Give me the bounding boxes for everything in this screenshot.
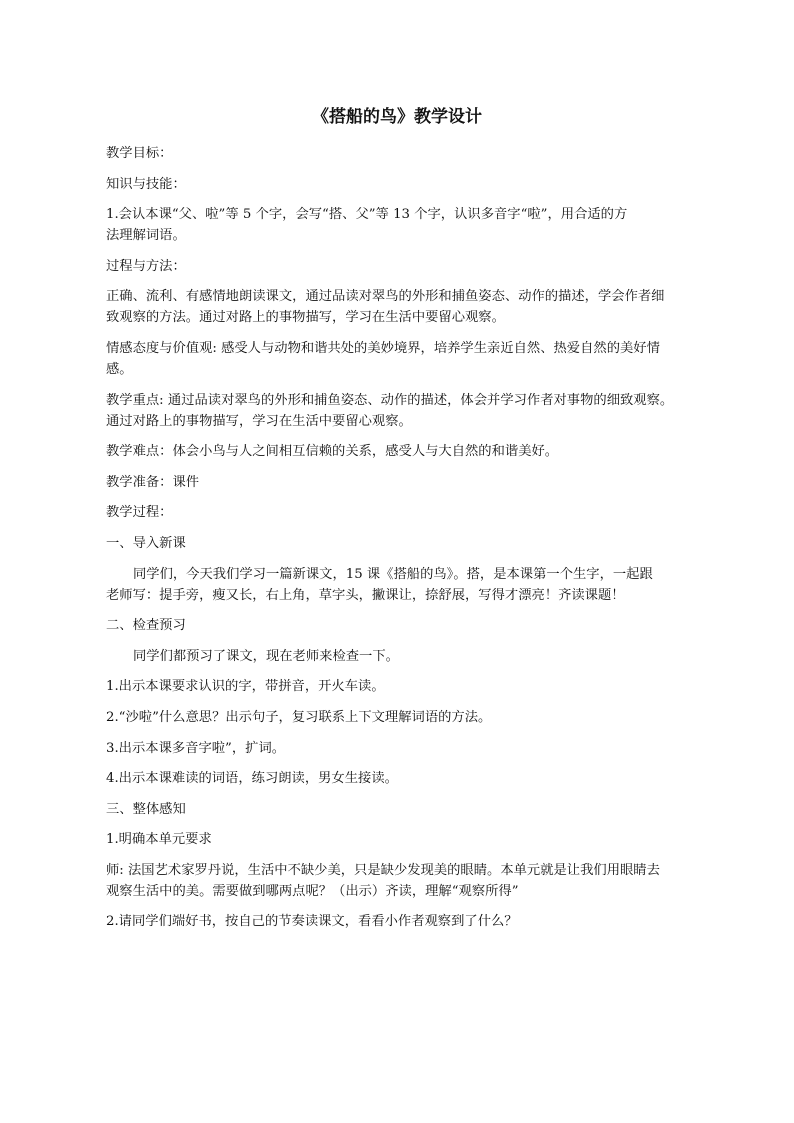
text-line: 教学重点: 通过品读对翠鸟的外形和捕鱼姿态、动作的描述，体会并学习作者对事物的细致观察。: [106, 392, 674, 408]
text-line: 教学准备：课件: [106, 474, 200, 490]
text-line: 观察生活中的美。需要做到哪两点呢？（出示）齐读，理解“观察所得”: [106, 883, 519, 899]
text-line: 2.请同学们端好书，按自己的节奏读课文，看看小作者观察到了什么？: [106, 914, 518, 930]
list-item: [106, 768, 692, 789]
text-line: 感。: [106, 361, 133, 377]
text-line: 1.出示本课要求认识的字，带拼音，开火车读。: [106, 679, 385, 695]
text-line: 同学们都预习了课文，现在老师来检查一下。: [133, 648, 399, 664]
text-line: 教学过程：: [106, 505, 173, 521]
paragraph-preview-text: [106, 646, 692, 667]
text-line: 3.出示本课多音字啦”，扩词。: [106, 740, 286, 756]
text-line: 正确、流利、有感情地朗读课文，通过品读对翠鸟的外形和捕鱼姿态、动作的描述，学会作者细: [106, 289, 665, 305]
document-body: [106, 143, 692, 942]
paragraph-intro-text: [106, 564, 692, 606]
paragraph-process-label: [106, 502, 692, 523]
text-line: 二、检查预习: [106, 618, 186, 634]
paragraph-key-points: [106, 390, 692, 432]
list-item: [106, 911, 692, 932]
text-line: 2.“沙啦”什么意思？出示句子，复习联系上下文理解词语的方法。: [106, 709, 492, 725]
text-line: 法理解词语。: [106, 228, 186, 244]
list-item: [106, 829, 692, 850]
text-line: 知识与技能：: [106, 176, 186, 192]
list-item: [106, 707, 692, 728]
paragraph-objectives-heading: [106, 143, 692, 164]
text-line: 1.明确本单元要求: [106, 832, 212, 848]
text-line: 教学目标：: [106, 146, 173, 161]
text-line: 师: 法国艺术家罗丹说，生活中不缺少美，只是缺少发现美的眼睛。本单元就是让我们用眼睛去: [106, 862, 660, 878]
text-line: 三、整体感知: [106, 801, 186, 817]
section-heading-intro: [106, 533, 692, 554]
text-line: 教学难点：体会小鸟与人之间相互信赖的关系，感受人与大自然的和谐美好。: [106, 444, 559, 460]
paragraph-attitude: [106, 338, 692, 380]
section-heading-preview: [106, 615, 692, 636]
paragraph-process-heading: [106, 256, 692, 277]
text-line: 致观察的方法。通过对路上的事物描写，学习在生活中要留心观察。: [106, 310, 505, 326]
paragraph-knowledge-item: [106, 204, 692, 246]
paragraph-difficulties: [106, 441, 692, 462]
paragraph-knowledge-heading: [106, 174, 692, 195]
document-title: 《搭船的鸟》教学设计: [312, 107, 482, 127]
text-line: 同学们，今天我们学习一篇新课文，15 课《搭船的鸟》。搭，是本课第一个生字，一起跟: [133, 566, 653, 582]
paragraph-preparation: [106, 472, 692, 493]
text-line: 通过对路上的事物描写，学习在生活中要留心观察。: [106, 413, 412, 429]
text-line: 1.会认本课“父、啦”等 5 个字，会写“搭、父”等 13 个字，认识多音字“啦”，用合适的方: [106, 207, 628, 223]
text-line: 老师写：提手旁，瘦又长，右上角，草字头，撇课让，捺舒展，写得才漂亮！齐读课题！: [106, 587, 625, 603]
text-line: 4.出示本课难读的词语，练习朗读，男女生接读。: [106, 771, 398, 787]
text-line: 情感态度与价值观: 感受人与动物和谐共处的美妙境界，培养学生亲近自然、热爱自然的美好情: [106, 340, 660, 356]
text-line: 过程与方法：: [106, 258, 186, 274]
list-item: [106, 676, 692, 697]
paragraph-process-text: [106, 286, 692, 328]
text-line: 一、导入新课: [106, 535, 186, 551]
paragraph-teacher-text: [106, 860, 692, 902]
list-item: [106, 738, 692, 759]
section-heading-overview: [106, 799, 692, 820]
